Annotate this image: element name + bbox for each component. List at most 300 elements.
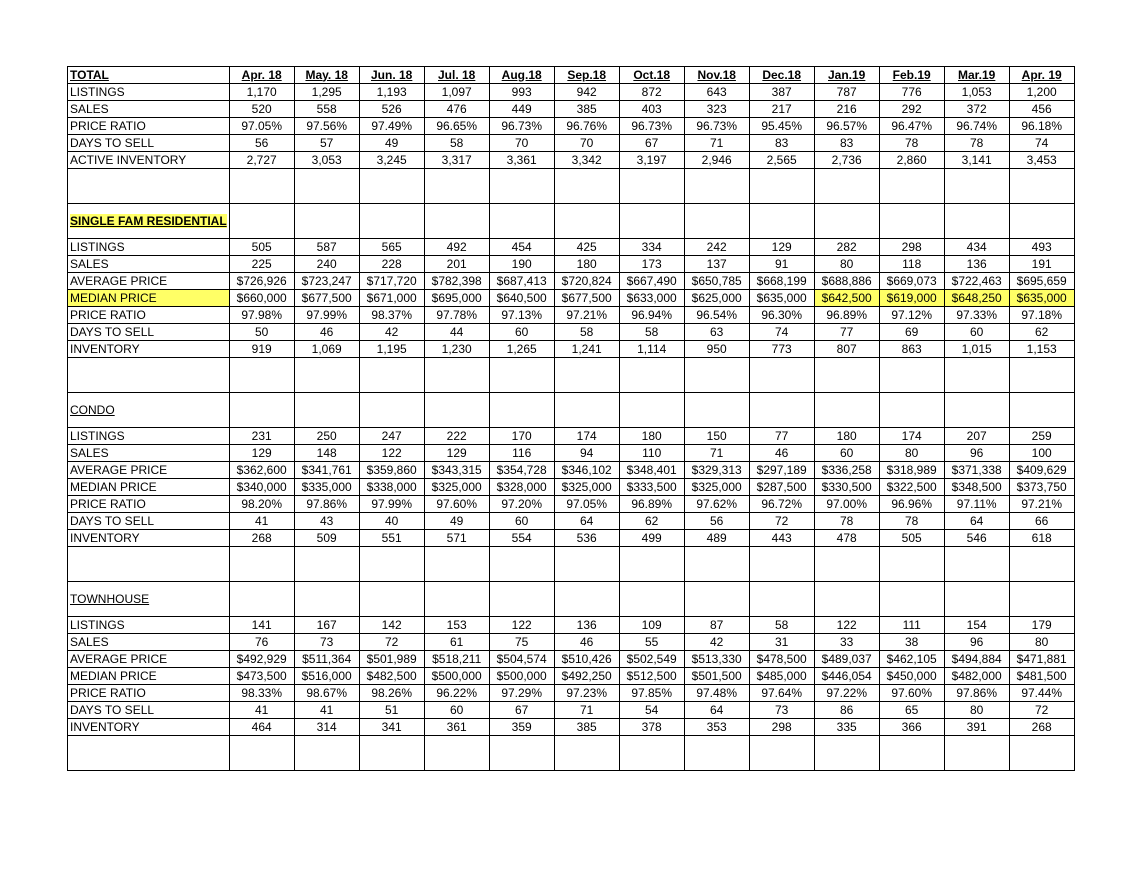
value-cell: 425 bbox=[554, 239, 619, 256]
value-cell: 96.94% bbox=[619, 307, 684, 324]
value-cell: 60 bbox=[944, 324, 1009, 341]
value-cell: 536 bbox=[554, 530, 619, 547]
empty-cell bbox=[944, 582, 1009, 617]
market-stats-table bbox=[67, 66, 1075, 771]
value-cell: $462,105 bbox=[879, 651, 944, 668]
empty-cell bbox=[1009, 358, 1074, 393]
value-cell: 478 bbox=[814, 530, 879, 547]
value-cell: 180 bbox=[619, 428, 684, 445]
value-cell: 74 bbox=[1009, 135, 1074, 152]
value-cell: 33 bbox=[814, 634, 879, 651]
value-cell: 97.48% bbox=[684, 685, 749, 702]
section-title-cell bbox=[68, 204, 230, 239]
table-row bbox=[68, 513, 1075, 530]
empty-cell bbox=[684, 547, 749, 582]
value-cell: $501,989 bbox=[359, 651, 424, 668]
value-cell: 298 bbox=[749, 719, 814, 736]
table-row bbox=[68, 479, 1075, 496]
empty-cell bbox=[229, 582, 294, 617]
value-cell: 98.20% bbox=[229, 496, 294, 513]
empty-cell bbox=[814, 358, 879, 393]
value-cell: 73 bbox=[294, 634, 359, 651]
month-header: Dec.18 bbox=[749, 67, 814, 84]
value-cell: 3,453 bbox=[1009, 152, 1074, 169]
month-header: Nov.18 bbox=[684, 67, 749, 84]
empty-cell bbox=[749, 736, 814, 771]
value-cell: $362,600 bbox=[229, 462, 294, 479]
value-cell: $485,000 bbox=[749, 668, 814, 685]
empty-cell bbox=[944, 736, 1009, 771]
value-cell: 551 bbox=[359, 530, 424, 547]
value-cell: 366 bbox=[879, 719, 944, 736]
value-cell: 97.99% bbox=[359, 496, 424, 513]
value-cell: 148 bbox=[294, 445, 359, 462]
value-cell: 3,245 bbox=[359, 152, 424, 169]
row-label: DAYS TO SELL bbox=[68, 702, 230, 719]
empty-cell bbox=[489, 736, 554, 771]
table-row bbox=[68, 719, 1075, 736]
value-cell: 49 bbox=[359, 135, 424, 152]
value-cell: 341 bbox=[359, 719, 424, 736]
value-cell: 353 bbox=[684, 719, 749, 736]
value-cell: $695,000 bbox=[424, 290, 489, 307]
value-cell: 174 bbox=[554, 428, 619, 445]
empty-cell bbox=[294, 547, 359, 582]
empty-cell bbox=[749, 393, 814, 428]
value-cell: 96.22% bbox=[424, 685, 489, 702]
value-cell: $297,189 bbox=[749, 462, 814, 479]
value-cell: 97.18% bbox=[1009, 307, 1074, 324]
value-cell: $338,000 bbox=[359, 479, 424, 496]
empty-cell bbox=[68, 169, 230, 204]
empty-cell bbox=[879, 169, 944, 204]
value-cell: 97.23% bbox=[554, 685, 619, 702]
empty-cell bbox=[359, 393, 424, 428]
value-cell: 61 bbox=[424, 634, 489, 651]
value-cell: 71 bbox=[554, 702, 619, 719]
value-cell: 3,317 bbox=[424, 152, 489, 169]
value-cell: $633,000 bbox=[619, 290, 684, 307]
value-cell: 554 bbox=[489, 530, 554, 547]
value-cell: 63 bbox=[684, 324, 749, 341]
value-cell: 64 bbox=[554, 513, 619, 530]
empty-cell bbox=[1009, 736, 1074, 771]
value-cell: 55 bbox=[619, 634, 684, 651]
value-cell: 97.44% bbox=[1009, 685, 1074, 702]
value-cell: 96.30% bbox=[749, 307, 814, 324]
value-cell: 58 bbox=[554, 324, 619, 341]
empty-cell bbox=[814, 169, 879, 204]
row-label: LISTINGS bbox=[68, 617, 230, 634]
value-cell: 97.11% bbox=[944, 496, 1009, 513]
value-cell: 129 bbox=[424, 445, 489, 462]
value-cell: $328,000 bbox=[489, 479, 554, 496]
empty-cell bbox=[944, 204, 1009, 239]
value-cell: 97.05% bbox=[554, 496, 619, 513]
empty-cell bbox=[489, 582, 554, 617]
empty-cell bbox=[879, 736, 944, 771]
value-cell: 97.05% bbox=[229, 118, 294, 135]
value-cell: 58 bbox=[424, 135, 489, 152]
value-cell: $518,211 bbox=[424, 651, 489, 668]
table-row bbox=[68, 341, 1075, 358]
row-label: AVERAGE PRICE bbox=[68, 273, 230, 290]
empty-cell bbox=[554, 547, 619, 582]
empty-cell bbox=[554, 204, 619, 239]
value-cell: $373,750 bbox=[1009, 479, 1074, 496]
value-cell: 75 bbox=[489, 634, 554, 651]
row-label: SALES bbox=[68, 101, 230, 118]
value-cell: 207 bbox=[944, 428, 1009, 445]
empty-cell bbox=[1009, 582, 1074, 617]
value-cell: 31 bbox=[749, 634, 814, 651]
value-cell: 110 bbox=[619, 445, 684, 462]
value-cell: $333,500 bbox=[619, 479, 684, 496]
empty-cell bbox=[489, 169, 554, 204]
empty-cell bbox=[359, 582, 424, 617]
value-cell: 1,153 bbox=[1009, 341, 1074, 358]
row-label: DAYS TO SELL bbox=[68, 135, 230, 152]
value-cell: 314 bbox=[294, 719, 359, 736]
value-cell: $619,000 bbox=[879, 290, 944, 307]
empty-cell bbox=[424, 547, 489, 582]
value-cell: 3,141 bbox=[944, 152, 1009, 169]
value-cell: 571 bbox=[424, 530, 489, 547]
value-cell: 97.29% bbox=[489, 685, 554, 702]
empty-cell bbox=[294, 393, 359, 428]
section-title-cell bbox=[68, 393, 230, 428]
value-cell: 56 bbox=[229, 135, 294, 152]
value-cell: $359,860 bbox=[359, 462, 424, 479]
value-cell: 87 bbox=[684, 617, 749, 634]
value-cell: 174 bbox=[879, 428, 944, 445]
empty-cell bbox=[424, 582, 489, 617]
value-cell: 77 bbox=[749, 428, 814, 445]
row-label: LISTINGS bbox=[68, 84, 230, 101]
empty-cell bbox=[814, 547, 879, 582]
value-cell: 222 bbox=[424, 428, 489, 445]
value-cell: 96.18% bbox=[1009, 118, 1074, 135]
empty-cell bbox=[229, 547, 294, 582]
value-cell: $782,398 bbox=[424, 273, 489, 290]
value-cell: 42 bbox=[359, 324, 424, 341]
value-cell: 773 bbox=[749, 341, 814, 358]
value-cell: 80 bbox=[944, 702, 1009, 719]
empty-cell bbox=[619, 547, 684, 582]
value-cell: 98.26% bbox=[359, 685, 424, 702]
value-cell: 464 bbox=[229, 719, 294, 736]
section-title: CONDO bbox=[70, 402, 115, 417]
row-label: MEDIAN PRICE bbox=[68, 668, 230, 685]
month-header: Feb.19 bbox=[879, 67, 944, 84]
value-cell: 618 bbox=[1009, 530, 1074, 547]
value-cell: 57 bbox=[294, 135, 359, 152]
value-cell: 96.57% bbox=[814, 118, 879, 135]
empty-cell bbox=[424, 358, 489, 393]
value-cell: 1,069 bbox=[294, 341, 359, 358]
value-cell: 116 bbox=[489, 445, 554, 462]
empty-cell bbox=[749, 547, 814, 582]
empty-cell bbox=[489, 358, 554, 393]
value-cell: 111 bbox=[879, 617, 944, 634]
value-cell: 228 bbox=[359, 256, 424, 273]
value-cell: 250 bbox=[294, 428, 359, 445]
value-cell: $511,364 bbox=[294, 651, 359, 668]
value-cell: 872 bbox=[619, 84, 684, 101]
month-header: Jul. 18 bbox=[424, 67, 489, 84]
empty-cell bbox=[944, 358, 1009, 393]
table-row bbox=[68, 634, 1075, 651]
value-cell: 201 bbox=[424, 256, 489, 273]
empty-cell bbox=[68, 547, 230, 582]
value-cell: 122 bbox=[814, 617, 879, 634]
value-cell: 95.45% bbox=[749, 118, 814, 135]
value-cell: 268 bbox=[229, 530, 294, 547]
value-cell: 2,727 bbox=[229, 152, 294, 169]
value-cell: 2,736 bbox=[814, 152, 879, 169]
value-cell: 950 bbox=[684, 341, 749, 358]
value-cell: $409,629 bbox=[1009, 462, 1074, 479]
row-label: LISTINGS bbox=[68, 428, 230, 445]
value-cell: 96.73% bbox=[684, 118, 749, 135]
table-row bbox=[68, 530, 1075, 547]
table-row bbox=[68, 651, 1075, 668]
value-cell: $668,199 bbox=[749, 273, 814, 290]
month-header: Jan.19 bbox=[814, 67, 879, 84]
value-cell: 80 bbox=[879, 445, 944, 462]
value-cell: 60 bbox=[489, 513, 554, 530]
value-cell: 787 bbox=[814, 84, 879, 101]
value-cell: 97.64% bbox=[749, 685, 814, 702]
month-header: Aug.18 bbox=[489, 67, 554, 84]
value-cell: $502,549 bbox=[619, 651, 684, 668]
value-cell: 41 bbox=[294, 702, 359, 719]
value-cell: 154 bbox=[944, 617, 1009, 634]
month-header: May. 18 bbox=[294, 67, 359, 84]
value-cell: $471,881 bbox=[1009, 651, 1074, 668]
value-cell: 1,114 bbox=[619, 341, 684, 358]
value-cell: 40 bbox=[359, 513, 424, 530]
table-row bbox=[68, 239, 1075, 256]
value-cell: 64 bbox=[944, 513, 1009, 530]
empty-cell bbox=[294, 204, 359, 239]
empty-cell bbox=[684, 582, 749, 617]
value-cell: 96 bbox=[944, 634, 1009, 651]
value-cell: 1,195 bbox=[359, 341, 424, 358]
section-title-row bbox=[68, 204, 1075, 239]
value-cell: 505 bbox=[229, 239, 294, 256]
section-title-total: TOTAL bbox=[68, 67, 230, 84]
value-cell: 96.47% bbox=[879, 118, 944, 135]
value-cell: 1,265 bbox=[489, 341, 554, 358]
value-cell: 70 bbox=[554, 135, 619, 152]
row-label: PRICE RATIO bbox=[68, 118, 230, 135]
value-cell: 3,197 bbox=[619, 152, 684, 169]
value-cell: 74 bbox=[749, 324, 814, 341]
empty-cell bbox=[229, 393, 294, 428]
value-cell: 96.74% bbox=[944, 118, 1009, 135]
value-cell: $642,500 bbox=[814, 290, 879, 307]
empty-cell bbox=[229, 169, 294, 204]
value-cell: 505 bbox=[879, 530, 944, 547]
table-row bbox=[68, 273, 1075, 290]
value-cell: 173 bbox=[619, 256, 684, 273]
row-label: INVENTORY bbox=[68, 341, 230, 358]
value-cell: 60 bbox=[489, 324, 554, 341]
section-title: SINGLE FAM RESIDENTIAL bbox=[70, 213, 227, 228]
value-cell: 96.73% bbox=[619, 118, 684, 135]
value-cell: 387 bbox=[749, 84, 814, 101]
value-cell: 62 bbox=[619, 513, 684, 530]
value-cell: $482,000 bbox=[944, 668, 1009, 685]
section-title-cell bbox=[68, 582, 230, 617]
table-row bbox=[68, 290, 1075, 307]
header-row bbox=[68, 67, 1075, 84]
value-cell: 359 bbox=[489, 719, 554, 736]
value-cell: 58 bbox=[749, 617, 814, 634]
table-row bbox=[68, 118, 1075, 135]
value-cell: 76 bbox=[229, 634, 294, 651]
value-cell: 225 bbox=[229, 256, 294, 273]
value-cell: 141 bbox=[229, 617, 294, 634]
value-cell: 122 bbox=[489, 617, 554, 634]
value-cell: 434 bbox=[944, 239, 1009, 256]
empty-cell bbox=[1009, 393, 1074, 428]
value-cell: 643 bbox=[684, 84, 749, 101]
value-cell: 97.86% bbox=[944, 685, 1009, 702]
row-label: MEDIAN PRICE bbox=[68, 290, 230, 307]
value-cell: 378 bbox=[619, 719, 684, 736]
value-cell: 499 bbox=[619, 530, 684, 547]
value-cell: $512,500 bbox=[619, 668, 684, 685]
value-cell: 372 bbox=[944, 101, 1009, 118]
value-cell: 72 bbox=[1009, 702, 1074, 719]
value-cell: $446,054 bbox=[814, 668, 879, 685]
value-cell: $650,785 bbox=[684, 273, 749, 290]
table-row bbox=[68, 152, 1075, 169]
value-cell: 1,097 bbox=[424, 84, 489, 101]
table-row bbox=[68, 256, 1075, 273]
value-cell: 118 bbox=[879, 256, 944, 273]
value-cell: 449 bbox=[489, 101, 554, 118]
empty-cell bbox=[879, 204, 944, 239]
empty-cell bbox=[879, 582, 944, 617]
table-row bbox=[68, 685, 1075, 702]
value-cell: 91 bbox=[749, 256, 814, 273]
value-cell: $287,500 bbox=[749, 479, 814, 496]
empty-cell bbox=[554, 393, 619, 428]
month-header: Sep.18 bbox=[554, 67, 619, 84]
value-cell: 73 bbox=[749, 702, 814, 719]
empty-cell bbox=[1009, 169, 1074, 204]
empty-cell bbox=[619, 358, 684, 393]
value-cell: $325,000 bbox=[684, 479, 749, 496]
empty-cell bbox=[554, 169, 619, 204]
value-cell: 361 bbox=[424, 719, 489, 736]
table-row bbox=[68, 462, 1075, 479]
value-cell: 137 bbox=[684, 256, 749, 273]
value-cell: $500,000 bbox=[424, 668, 489, 685]
value-cell: $482,500 bbox=[359, 668, 424, 685]
value-cell: 72 bbox=[359, 634, 424, 651]
value-cell: 216 bbox=[814, 101, 879, 118]
value-cell: 41 bbox=[229, 702, 294, 719]
value-cell: 97.62% bbox=[684, 496, 749, 513]
spacer-row bbox=[68, 547, 1075, 582]
value-cell: 97.98% bbox=[229, 307, 294, 324]
value-cell: 492 bbox=[424, 239, 489, 256]
value-cell: 863 bbox=[879, 341, 944, 358]
row-label: PRICE RATIO bbox=[68, 496, 230, 513]
value-cell: 97.78% bbox=[424, 307, 489, 324]
empty-cell bbox=[749, 169, 814, 204]
empty-cell bbox=[1009, 204, 1074, 239]
table-row bbox=[68, 702, 1075, 719]
value-cell: 65 bbox=[879, 702, 944, 719]
value-cell: 83 bbox=[749, 135, 814, 152]
spacer-row bbox=[68, 736, 1075, 771]
empty-cell bbox=[489, 204, 554, 239]
value-cell: 1,170 bbox=[229, 84, 294, 101]
value-cell: 50 bbox=[229, 324, 294, 341]
value-cell: $667,490 bbox=[619, 273, 684, 290]
value-cell: $635,000 bbox=[749, 290, 814, 307]
empty-cell bbox=[944, 393, 1009, 428]
value-cell: 546 bbox=[944, 530, 1009, 547]
value-cell: $648,250 bbox=[944, 290, 1009, 307]
value-cell: $329,313 bbox=[684, 462, 749, 479]
value-cell: 97.21% bbox=[1009, 496, 1074, 513]
value-cell: $325,000 bbox=[554, 479, 619, 496]
empty-cell bbox=[944, 169, 1009, 204]
value-cell: 526 bbox=[359, 101, 424, 118]
value-cell: 217 bbox=[749, 101, 814, 118]
value-cell: 97.99% bbox=[294, 307, 359, 324]
value-cell: 385 bbox=[554, 719, 619, 736]
value-cell: $354,728 bbox=[489, 462, 554, 479]
empty-cell bbox=[749, 358, 814, 393]
value-cell: 2,860 bbox=[879, 152, 944, 169]
value-cell: 3,053 bbox=[294, 152, 359, 169]
value-cell: 71 bbox=[684, 135, 749, 152]
value-cell: 240 bbox=[294, 256, 359, 273]
value-cell: $348,500 bbox=[944, 479, 1009, 496]
value-cell: $318,989 bbox=[879, 462, 944, 479]
value-cell: 259 bbox=[1009, 428, 1074, 445]
table-row bbox=[68, 84, 1075, 101]
value-cell: 97.60% bbox=[424, 496, 489, 513]
value-cell: 776 bbox=[879, 84, 944, 101]
value-cell: 129 bbox=[749, 239, 814, 256]
value-cell: 51 bbox=[359, 702, 424, 719]
value-cell: $501,500 bbox=[684, 668, 749, 685]
value-cell: $688,886 bbox=[814, 273, 879, 290]
value-cell: 919 bbox=[229, 341, 294, 358]
value-cell: $635,000 bbox=[1009, 290, 1074, 307]
value-cell: 41 bbox=[229, 513, 294, 530]
value-cell: 476 bbox=[424, 101, 489, 118]
value-cell: 97.86% bbox=[294, 496, 359, 513]
value-cell: $340,000 bbox=[229, 479, 294, 496]
row-label: SALES bbox=[68, 256, 230, 273]
value-cell: 1,241 bbox=[554, 341, 619, 358]
empty-cell bbox=[619, 736, 684, 771]
empty-cell bbox=[424, 736, 489, 771]
value-cell: $478,500 bbox=[749, 651, 814, 668]
value-cell: 385 bbox=[554, 101, 619, 118]
table-row bbox=[68, 668, 1075, 685]
value-cell: 97.20% bbox=[489, 496, 554, 513]
